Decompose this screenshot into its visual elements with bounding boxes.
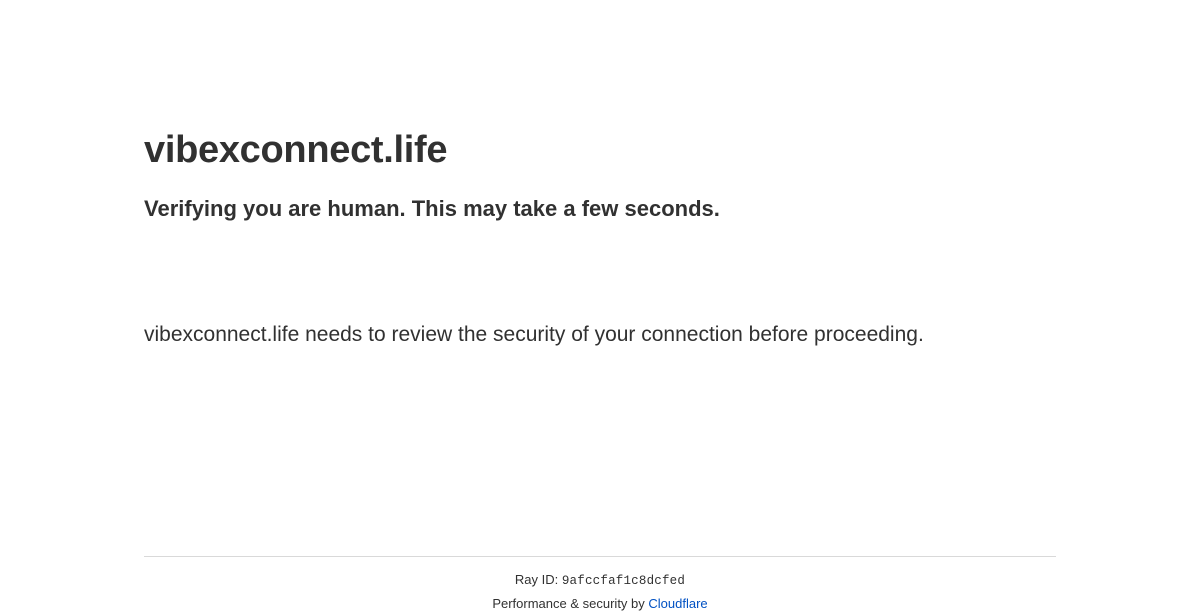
page-footer xyxy=(144,556,1056,613)
verification-status-text: Verifying you are human. This may take a few seconds. xyxy=(144,195,720,221)
challenge-content xyxy=(144,0,1056,353)
page-title: vibexconnect.life xyxy=(144,129,448,171)
ray-id-value: 9afccfaf1c8dcfed xyxy=(561,574,686,588)
performance-prefix: Performance & security by xyxy=(492,595,649,611)
ray-id-label: Ray ID: xyxy=(514,572,559,587)
challenge-widget-slot[interactable] xyxy=(144,223,1056,317)
challenge-description: vibexconnect.life needs to review the security of your connection before proceeding. xyxy=(144,323,924,347)
ray-id-row xyxy=(144,571,1056,591)
performance-row xyxy=(144,591,1056,613)
cloudflare-link[interactable]: Cloudflare xyxy=(648,595,708,611)
